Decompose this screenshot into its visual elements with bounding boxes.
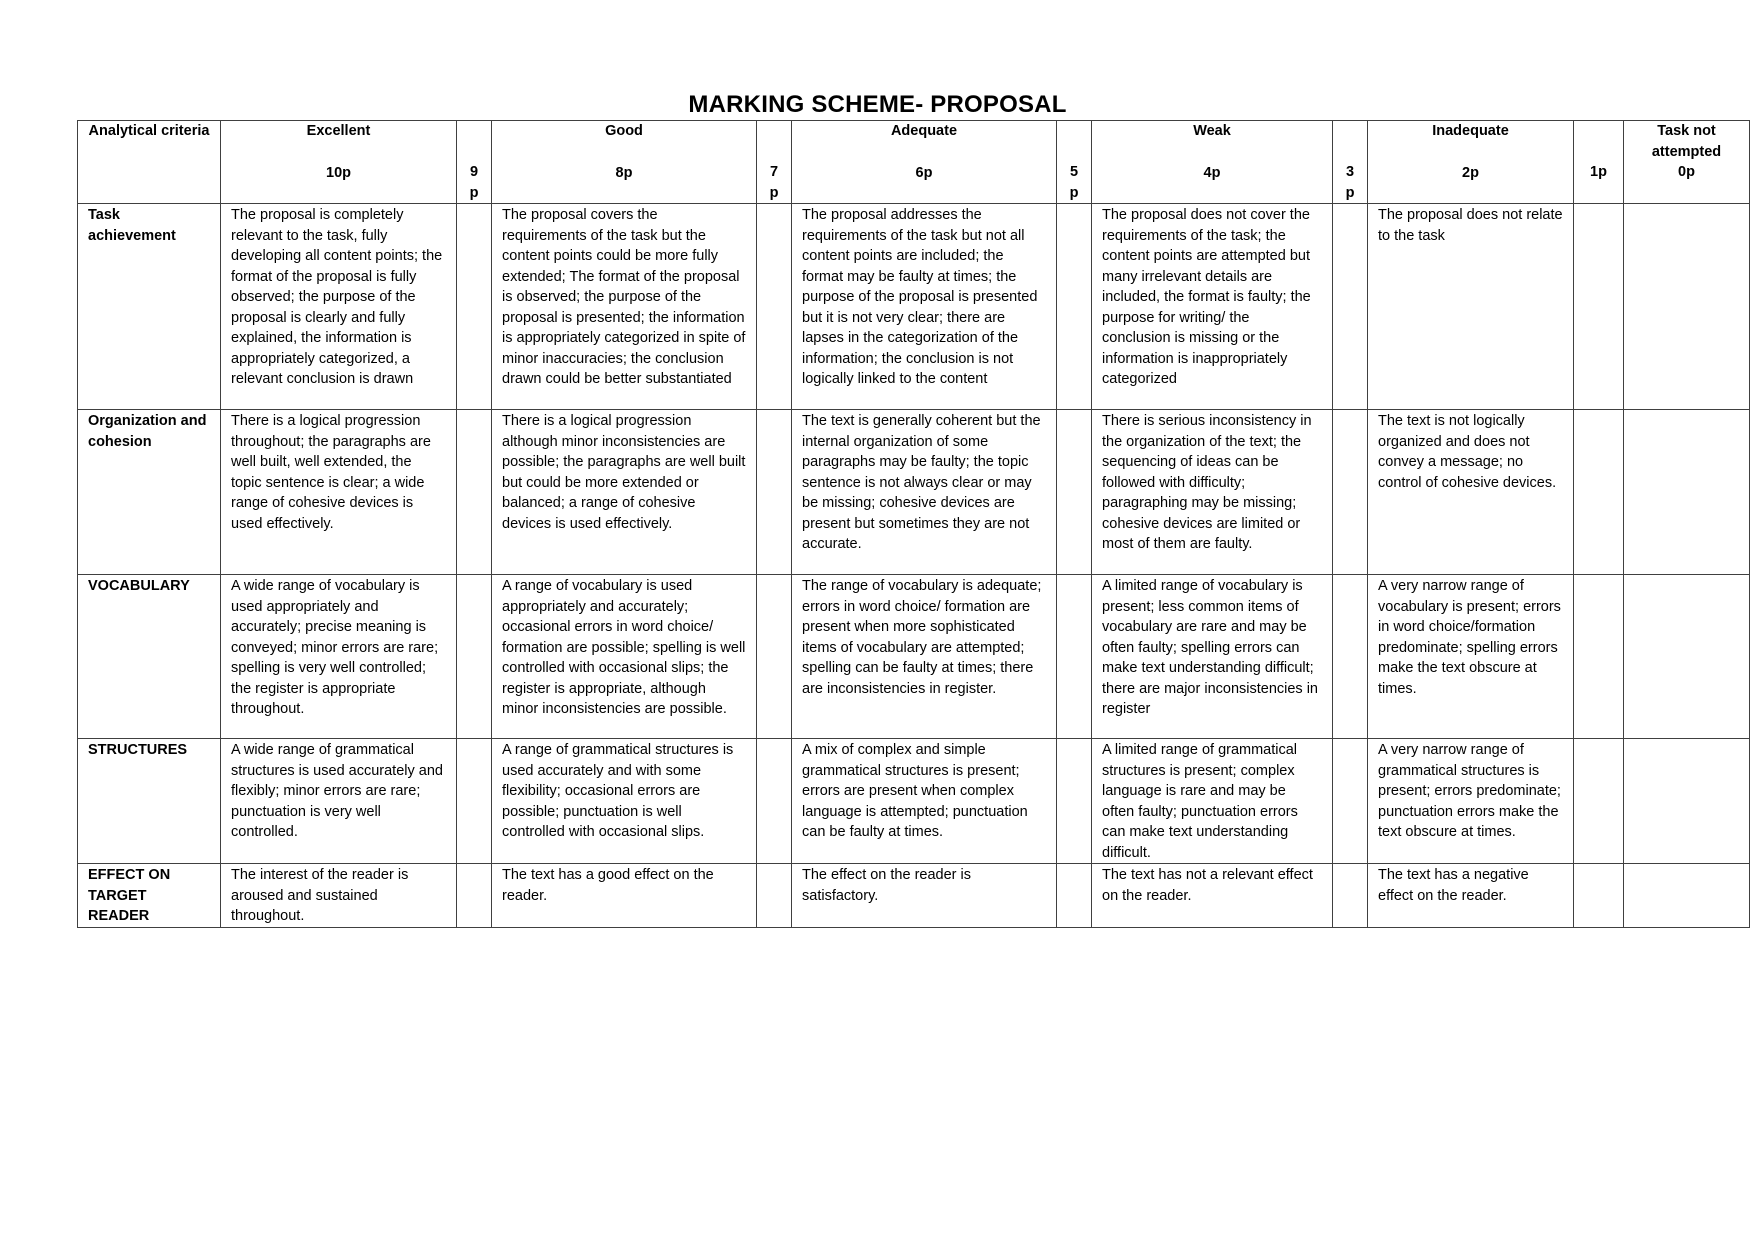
criterion-cell: EFFECT ON TARGET READER [78,864,221,928]
empty-cell [757,410,792,575]
criterion-cell: Task achievement [78,204,221,410]
table-row [78,864,1750,928]
empty-cell [1574,410,1624,575]
header-inadequate-points: 2p [1462,164,1479,181]
criterion-cell: STRUCTURES [78,739,221,864]
weak-cell: There is serious inconsistency in the organization of the text; the sequencing of ideas can be followed with difficulty; paragraphing may be missing; cohesive devices are limited or most of them are faulty. [1092,410,1333,575]
adequate-cell: The text is generally coherent but the internal organization of some paragraphs may be faulty; the topic sentence is not always clear or may be missing; cohesive devices are present but sometimes they are not accurate. [792,410,1057,575]
header-5p-points: 5p [1069,164,1079,201]
good-cell: There is a logical progression although minor inconsistencies are possible; the paragraphs are well built but could be more extended or balanced; a range of cohesive devices is used effectively. [492,410,757,575]
header-excellent-points: 10p [326,164,351,181]
empty-cell [757,575,792,739]
empty-cell [757,864,792,928]
header-good-points: 8p [615,164,633,181]
empty-cell [1574,739,1624,864]
table-row [78,410,1750,575]
weak-cell: A limited range of vocabulary is present; less common items of vocabulary are rare and may be often faulty; spelling errors can make text understanding difficult; there are major inconsistencies in register [1092,575,1333,739]
table-row [78,739,1750,864]
empty-cell [1057,575,1092,739]
table-row [78,575,1750,739]
inadequate-cell: The proposal does not relate to the task [1368,204,1574,410]
empty-cell [1333,739,1368,864]
good-cell: A range of vocabulary is used appropriately and accurately; occasional errors in word choice/ formation are possible; spelling is well controlled with occasional slips; the register is appropriate, although minor inconsistencies are possible. [492,575,757,739]
header-7p-points: 7p [769,164,779,201]
weak-cell: The text has not a relevant effect on the reader. [1092,864,1333,928]
header-not-attempted-label: Task not attempted [1651,123,1722,160]
empty-cell [1624,864,1750,928]
inadequate-cell: A very narrow range of vocabulary is present; errors in word choice/formation predominate; spelling errors make the text obscure at times. [1368,575,1574,739]
header-9p [457,121,492,204]
header-weak-points: 4p [1203,164,1221,181]
adequate-cell: The effect on the reader is satisfactory. [792,864,1057,928]
header-weak-label: Weak [1193,123,1231,139]
header-1p-points: 1p [1590,164,1607,180]
header-excellent-label: Excellent [306,123,371,139]
adequate-cell: A mix of complex and simple grammatical structures is present; errors are present when complex language is attempted; punctuation can be faulty at times. [792,739,1057,864]
excellent-cell: A wide range of grammatical structures is used accurately and flexibly; minor errors are rare; punctuation is very well controlled. [221,739,457,864]
inadequate-cell: A very narrow range of grammatical structures is present; errors predominate; punctuation errors make the text obscure at times. [1368,739,1574,864]
empty-cell [1333,864,1368,928]
marking-scheme-table [77,120,1750,928]
excellent-cell: There is a logical progression throughout; the paragraphs are well built, well extended, the topic sentence is clear; a wide range of cohesive devices is used effectively. [221,410,457,575]
empty-cell [457,575,492,739]
empty-cell [1574,575,1624,739]
header-good-label: Good [605,123,643,139]
empty-cell [457,739,492,864]
header-adequate [792,121,1057,204]
inadequate-cell: The text has a negative effect on the reader. [1368,864,1574,928]
empty-cell [1574,864,1624,928]
empty-cell [1057,410,1092,575]
header-3p [1333,121,1368,204]
header-weak [1092,121,1333,204]
empty-cell [1624,410,1750,575]
header-inadequate-label: Inadequate [1432,123,1509,139]
weak-cell: A limited range of grammatical structures is present; complex language is rare and may be often faulty; punctuation errors can make text understanding difficult. [1092,739,1333,864]
header-criteria [78,121,221,204]
empty-cell [1057,204,1092,410]
header-3p-points: 3p [1345,164,1355,201]
criterion-cell: VOCABULARY [78,575,221,739]
header-7p [757,121,792,204]
empty-cell [457,410,492,575]
header-row [78,121,1750,204]
header-good [492,121,757,204]
empty-cell [1333,575,1368,739]
header-inadequate [1368,121,1574,204]
criterion-cell: Organization and cohesion [78,410,221,575]
inadequate-cell: The text is not logically organized and does not convey a message; no control of cohesive devices. [1368,410,1574,575]
header-adequate-label: Adequate [890,123,958,139]
table-row [78,204,1750,410]
excellent-cell: The proposal is completely relevant to the task, fully developing all content points; the format of the proposal is fully observed; the purpose of the proposal is clearly and fully explained, the information is appropriately categorized, a relevant conclusion is drawn [221,204,457,410]
empty-cell [1057,739,1092,864]
good-cell: A range of grammatical structures is used accurately and with some flexibility; occasional errors are possible; punctuation is well controlled with occasional slips. [492,739,757,864]
header-adequate-points: 6p [915,164,933,181]
adequate-cell: The proposal addresses the requirements of the task but not all content points are included; the format may be faulty at times; the purpose of the proposal is presented but it is not very clear; there are lapses in the categorization of the information; the conclusion is not logically linked to the content [792,204,1057,410]
adequate-cell: The range of vocabulary is adequate; errors in word choice/ formation are present when more sophisticated items of vocabulary are attempted; spelling can be faulty at times; there are inconsistencies in register. [792,575,1057,739]
empty-cell [1333,410,1368,575]
header-not-attempted-points: 0p [1678,164,1695,180]
excellent-cell: A wide range of vocabulary is used appropriately and accurately; precise meaning is conveyed; minor errors are rare; spelling is very well controlled; the register is appropriate throughout. [221,575,457,739]
empty-cell [1624,739,1750,864]
empty-cell [757,739,792,864]
excellent-cell: The interest of the reader is aroused and sustained throughout. [221,864,457,928]
empty-cell [457,864,492,928]
empty-cell [1574,204,1624,410]
good-cell: The proposal covers the requirements of the task but the content points could be more fully extended; The format of the proposal is observed; the purpose of the proposal is presented; the information is appropriately categorized in spite of minor inaccuracies; the conclusion drawn could be better substantiated [492,204,757,410]
header-5p [1057,121,1092,204]
empty-cell [1333,204,1368,410]
empty-cell [757,204,792,410]
empty-cell [1624,204,1750,410]
weak-cell: The proposal does not cover the requirements of the task; the content points are attempted but many irrelevant details are included, the format is faulty; the purpose for writing/ the conclusion is missing or the information is inappropriately categorized [1092,204,1333,410]
good-cell: The text has a good effect on the reader. [492,864,757,928]
empty-cell [457,204,492,410]
header-not-attempted [1624,121,1750,204]
empty-cell [1624,575,1750,739]
header-1p [1574,121,1624,204]
header-criteria-label: Analytical criteria [88,123,210,139]
header-excellent [221,121,457,204]
empty-cell [1057,864,1092,928]
header-9p-points: 9p [469,164,479,201]
page-title: MARKING SCHEME- PROPOSAL [688,91,1067,118]
